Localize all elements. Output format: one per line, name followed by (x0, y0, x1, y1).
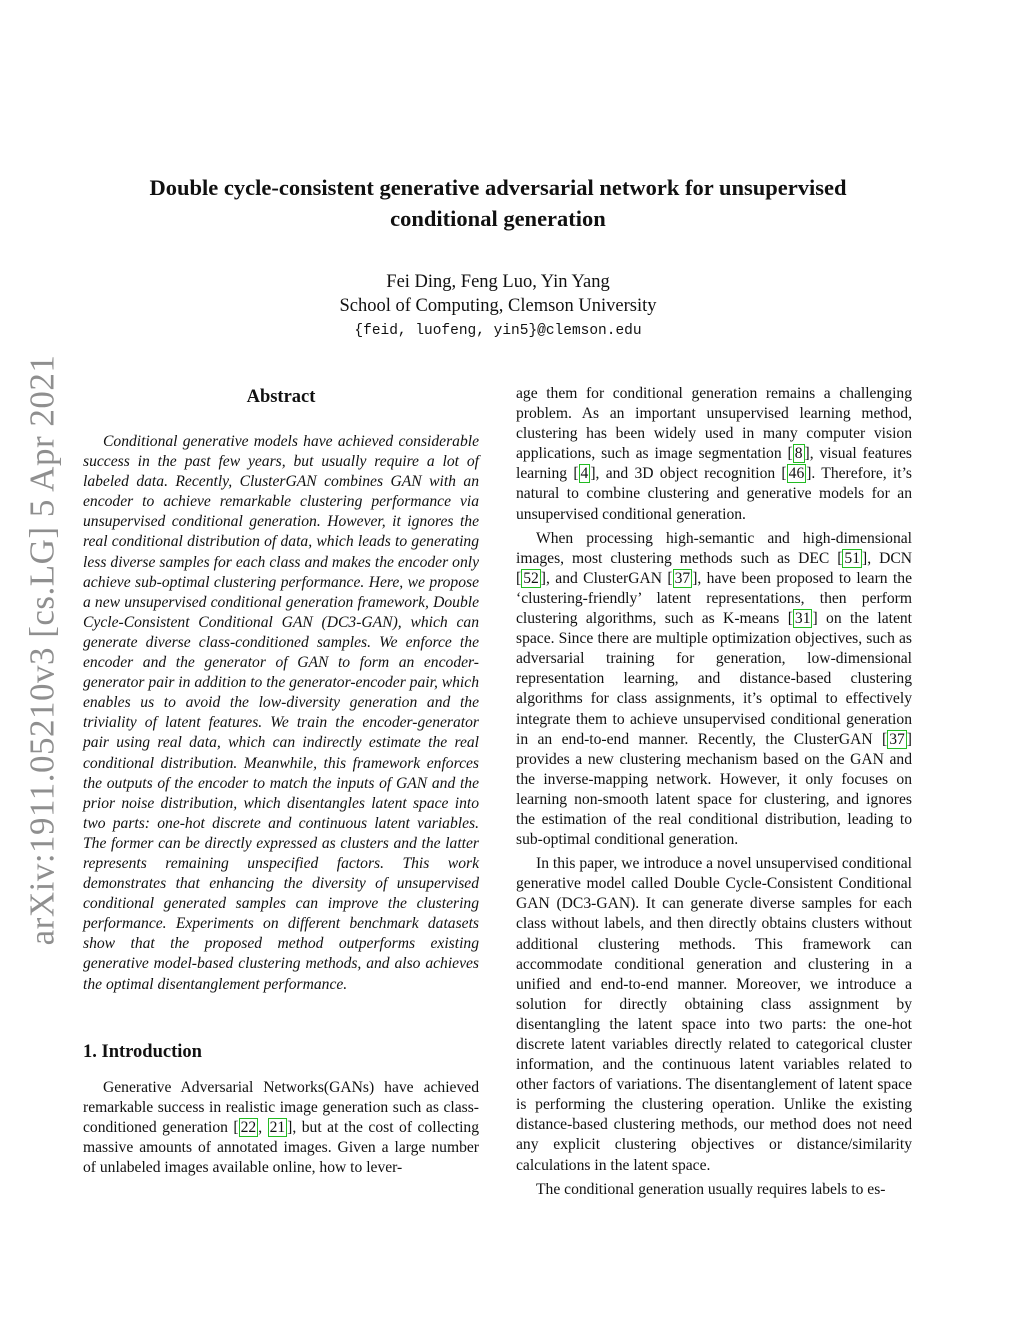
author-affiliation: School of Computing, Clemson University (339, 296, 657, 316)
author-block (100, 270, 896, 344)
citation-link[interactable]: 46 (788, 465, 805, 483)
citation-link[interactable]: 8 (794, 445, 803, 463)
arxiv-identifier: arXiv:1911.05210v3 [cs.LG] 5 Apr 2021 (22, 354, 61, 946)
citation-link[interactable]: 37 (889, 730, 905, 748)
left-column (83, 384, 479, 1182)
citation-link[interactable]: 22 (240, 1118, 257, 1136)
citation-link[interactable]: 31 (794, 610, 811, 628)
intro-paragraph-4: The conditional generation usually requires labels to es- (536, 1180, 886, 1198)
abstract-text: Conditional generative models have achieved considerable success in the past few years, but usually require a lot of labeled data. Recently, ClusterGAN combines GAN with an encoder to achieve remarkable clustering performance via unsupervised conditional generation. However, it ignores the real conditional distribution of data, which leads to generating less diverse samples for each class and makes the encoder only achieve sub-optimal clustering performance. Here, we propose a new unsupervised conditional generation framework, Double Cycle-Consistent Conditional GAN (DC3-GAN), which can generate diverse class-conditioned samples. We enforce the encoder and the generator of GAN to form an encoder-generator pair in addition to the generator-encoder pair, which enables us to avoid the low-diversity generation and the triviality of latent features. We train the encoder-generator pair using real data, which can indirectly estimate the real conditional distribution. Meanwhile, this framework enforces the outputs of the encoder to match the inputs of GAN and the prior noise distribution, which disentangles latent space into two parts: one-hot discrete and continuous latent variables. The former can be directly expressed as clusters and the latter represents remaining unspecified factors. This work demonstrates that enhancing the diversity of unsupervised conditional generated samples can improve the clustering performance. Experiments on different benchmark datasets show that the proposed method outperforms existing generative model-based clustering methods, and also achieves the optimal disentanglement performance. (83, 433, 479, 993)
intro-paragraph-1-continued: age them for conditional generation remains a challenging problem. As an important unsupervised learning method, clustering has been widely used in many computer vision applications, such as image segmentation [ 8 ], visual features learning [ 4 ], and 3D object recognition [ 46 ]. Therefore, it’s natural to combine clustering and generative models for an unsupervised conditional generation. (516, 385, 913, 523)
section-heading-introduction: 1. Introduction (83, 1041, 202, 1062)
right-column (516, 384, 912, 1204)
abstract-heading: Abstract (246, 387, 316, 407)
citation-link[interactable]: 37 (674, 569, 691, 587)
citation-link[interactable]: 21 (269, 1118, 286, 1136)
citation-link[interactable]: 4 (580, 465, 589, 483)
paper-title: Double cycle-consistent generative adversarial network for unsupervised conditional generation (149, 175, 847, 231)
author-emails: {feid, luofeng, yin5}@clemson.edu (354, 323, 642, 339)
intro-paragraph-3: In this paper, we introduce a novel unsupervised conditional generative model called Double Cycle-Consistent Conditional GAN (DC3-GAN). It can generate diverse samples for each class without labels, and then directly obtains clusters without additional clustering methods. This framework can accommodate conditional generation and clustering in a unified and end-to-end manner. Moreover, we introduce a solution for directly obtaining class assignment by disentangling the latent space into two parts: the one-hot discrete latent variables directly related to categorical cluster information, and the continuous latent variables related to other factors of variations. The disentanglement of latent space is performing the clustering operation. Unlike the existing distance-based clustering methods, our method does not need any explicit clustering objectives or distance/similarity calculations in the latent space. (516, 855, 912, 1174)
intro-paragraph-2: When processing high-semantic and high-dimensional images, most clustering methods such as DEC [ 51 ], DCN [ 52 ], and ClusterGAN [ 37 ], have been proposed to learn the ‘clustering-friendly’ latent representations, then perform clustering algorithms, such as K-means [ 31 ] on the latent space. Since there are multiple optimization objectives, such as adversarial training for generation, low-dimensional representation learning, and distance-based clustering algorithms for class assignments, it’s optimal to effectively integrate them to achieve unsupervised conditional generation in an end-to-end manner. Recently, the ClusterGAN [ 37 ] provides a new clustering mechanism based on the GAN and the inverse-mapping network. However, it only focuses on learning non-smooth latent space for clustering, and ignores the estimation of the real conditional distribution, leading to sub-optimal conditional generation. (516, 529, 913, 849)
citation-link[interactable]: 52 (523, 569, 539, 587)
arxiv-side-stamp (22, 354, 62, 946)
author-names: Fei Ding, Feng Luo, Yin Yang (386, 272, 610, 292)
intro-paragraph-1: Generative Adversarial Networks(GANs) have achieved remarkable success in realistic image generation such as class-conditioned generation [ 22 , 21 ], but at the cost of collecting massive amounts of annotated images. Given a large number of unlabeled images available online, how to lever- (83, 1078, 479, 1176)
citation-link[interactable]: 51 (844, 549, 861, 567)
